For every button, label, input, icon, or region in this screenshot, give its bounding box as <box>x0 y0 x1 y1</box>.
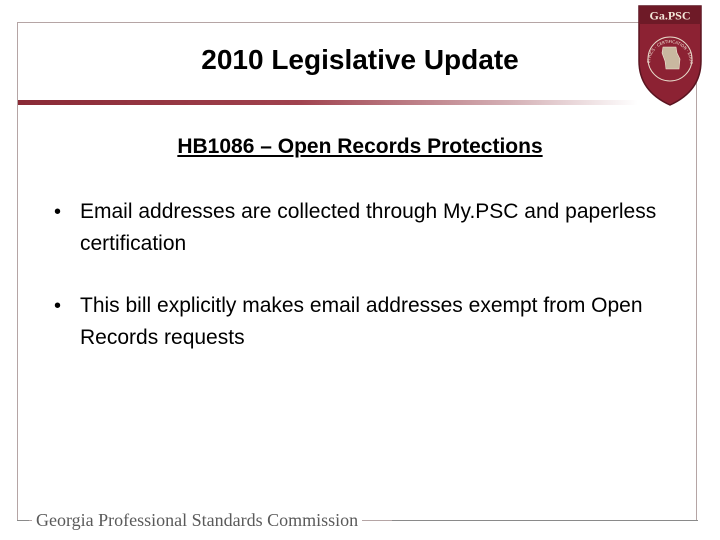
list-item <box>50 196 700 260</box>
footer-rule-left <box>17 520 29 521</box>
list-item <box>50 290 700 354</box>
footer-rule-right <box>392 520 698 521</box>
bullet-icon: • <box>54 201 62 223</box>
title-divider <box>18 100 638 105</box>
bullet-icon: • <box>54 295 62 317</box>
slide-subtitle: HB1086 – Open Records Protections <box>177 135 543 158</box>
gapsc-logo <box>636 3 704 107</box>
bullet-list <box>50 196 700 384</box>
logo-ring-text: ETHICS · CERTIFICATION · EDUC <box>645 38 695 65</box>
logo-wordmark: Ga.PSC <box>649 8 691 23</box>
bullet-text: Email addresses are collected through My.PSC and paperless certification <box>80 200 657 255</box>
slide-title: 2010 Legislative Update <box>201 44 519 75</box>
footer-organization: Georgia Professional Standards Commission <box>32 509 362 531</box>
bullet-text: This bill explicitly makes email addresses exempt from Open Records requests <box>80 294 643 349</box>
